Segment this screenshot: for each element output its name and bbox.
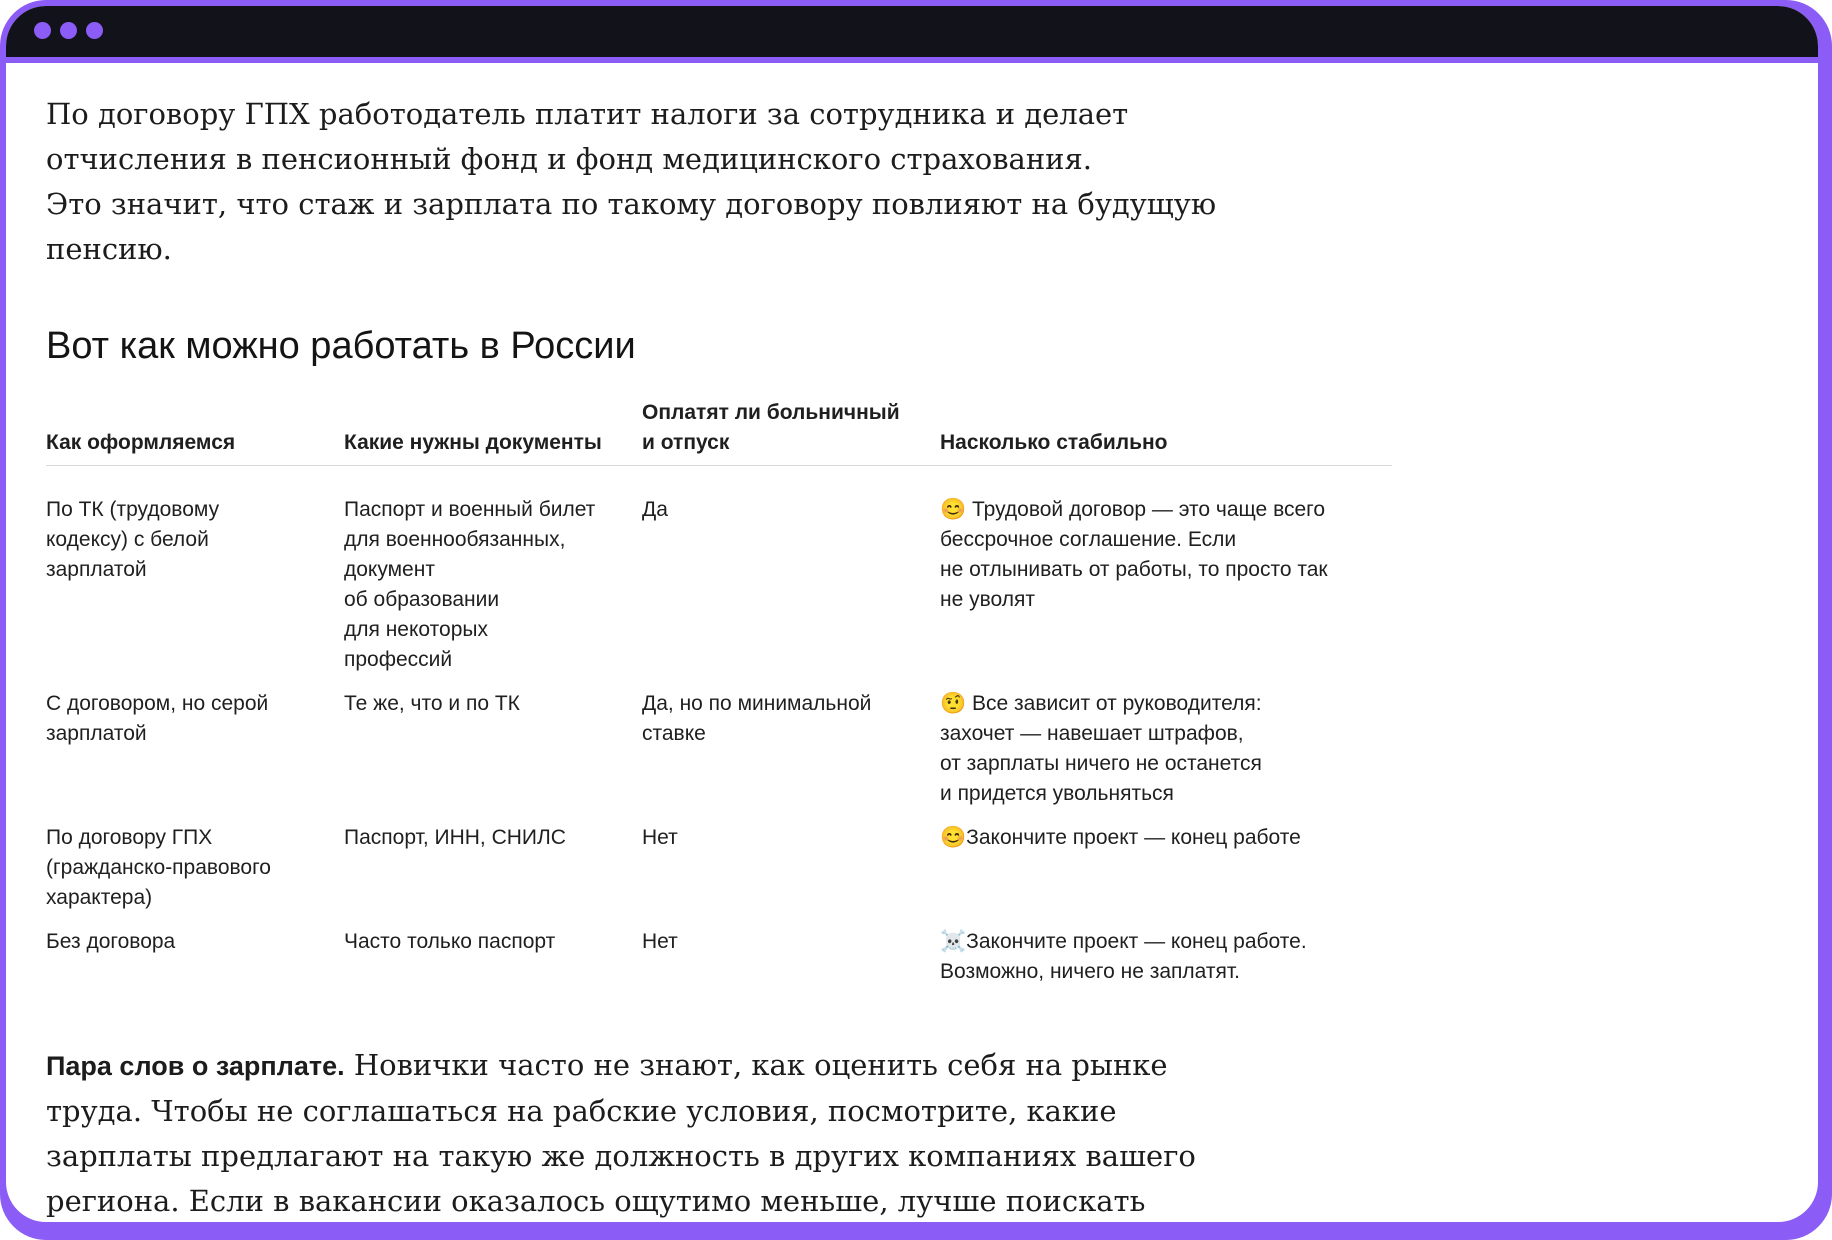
salary-lead: Пара слов о зарплате.: [46, 1051, 345, 1081]
intro-line: По договору ГПХ работодатель платит налоги за сотрудника и делает: [46, 97, 1129, 131]
intro-line: пенсию.: [46, 232, 172, 266]
cell-stability: 😊 Трудовой договор — это чаще всего бессрочное соглашение. Если не отлынивать от работы, то просто так не уволят: [940, 466, 1392, 690]
title-bar: [6, 6, 1818, 63]
cell-type: По ТК (трудовому кодексу) с белой зарплатой: [46, 498, 220, 581]
cell-sick-leave: Да: [642, 498, 668, 521]
cell-type: Без договора: [46, 930, 176, 953]
table-row: [46, 466, 1392, 690]
cell-documents: Паспорт и военный билет для военнообязанных, документ об образовании для некоторых профессий: [344, 498, 596, 671]
table-header-row: [46, 398, 1392, 466]
skull-icon: ☠️: [940, 930, 967, 953]
intro-paragraph: [46, 92, 1217, 272]
column-header: Как оформляемся: [46, 398, 344, 466]
window-dot-icon[interactable]: [34, 22, 51, 39]
column-header: Оплатят ли больничный и отпуск: [642, 398, 940, 466]
column-header: Насколько стабильно: [940, 398, 1392, 466]
cell-sick-leave: Нет: [642, 826, 678, 849]
salary-line: труда. Чтобы не соглашаться на рабские условия, посмотрите, какие: [46, 1094, 1117, 1128]
raised-eyebrow-icon: 🤨: [940, 692, 967, 715]
salary-line: зарплаты предлагают на такую же должность в других компаниях вашего: [46, 1139, 1196, 1173]
window-dot-icon[interactable]: [60, 22, 77, 39]
cell-documents: Паспорт, ИНН, СНИЛС: [344, 826, 566, 849]
salary-paragraph: [46, 1043, 1196, 1222]
cell-sick-leave: Да, но по минимальной ставке: [642, 692, 872, 745]
table-row: [46, 927, 1392, 1001]
salary-line: региона. Если в вакансии оказалось ощутимо меньше, лучше поискать: [46, 1184, 1146, 1218]
window-dot-icon[interactable]: [86, 22, 103, 39]
smile-icon: 😊: [940, 498, 967, 521]
cell-documents: Те же, что и по ТК: [344, 692, 520, 715]
salary-line: Новички часто не знают, как оценить себя на рынке: [344, 1048, 1168, 1082]
smile-icon: 😊: [940, 826, 967, 849]
cell-sick-leave: Нет: [642, 930, 678, 953]
section-heading: Вот как можно работать в России: [46, 325, 636, 367]
cell-type: По договору ГПХ (гражданско-правового характера): [46, 826, 271, 909]
cell-stability: 🤨 Все зависит от руководителя: захочет — навешает штрафов, от зарплаты ничего не останется и придется увольняться: [940, 689, 1392, 823]
cell-documents: Часто только паспорт: [344, 930, 556, 953]
table-row: [46, 823, 1392, 927]
work-options-table: [46, 398, 1392, 1001]
intro-line: Это значит, что стаж и зарплата по такому договору повлияют на будущую: [46, 187, 1217, 221]
cell-type: С договором, но серой зарплатой: [46, 692, 269, 745]
column-header: Какие нужны документы: [344, 398, 642, 466]
cell-stability: ☠️Закончите проект — конец работе. Возможно, ничего не заплатят.: [940, 927, 1392, 1001]
intro-line: отчисления в пенсионный фонд и фонд медицинского страхования.: [46, 142, 1092, 176]
table-row: [46, 689, 1392, 823]
browser-window: [6, 6, 1818, 1222]
cell-stability: 😊Закончите проект — конец работе: [940, 823, 1392, 927]
